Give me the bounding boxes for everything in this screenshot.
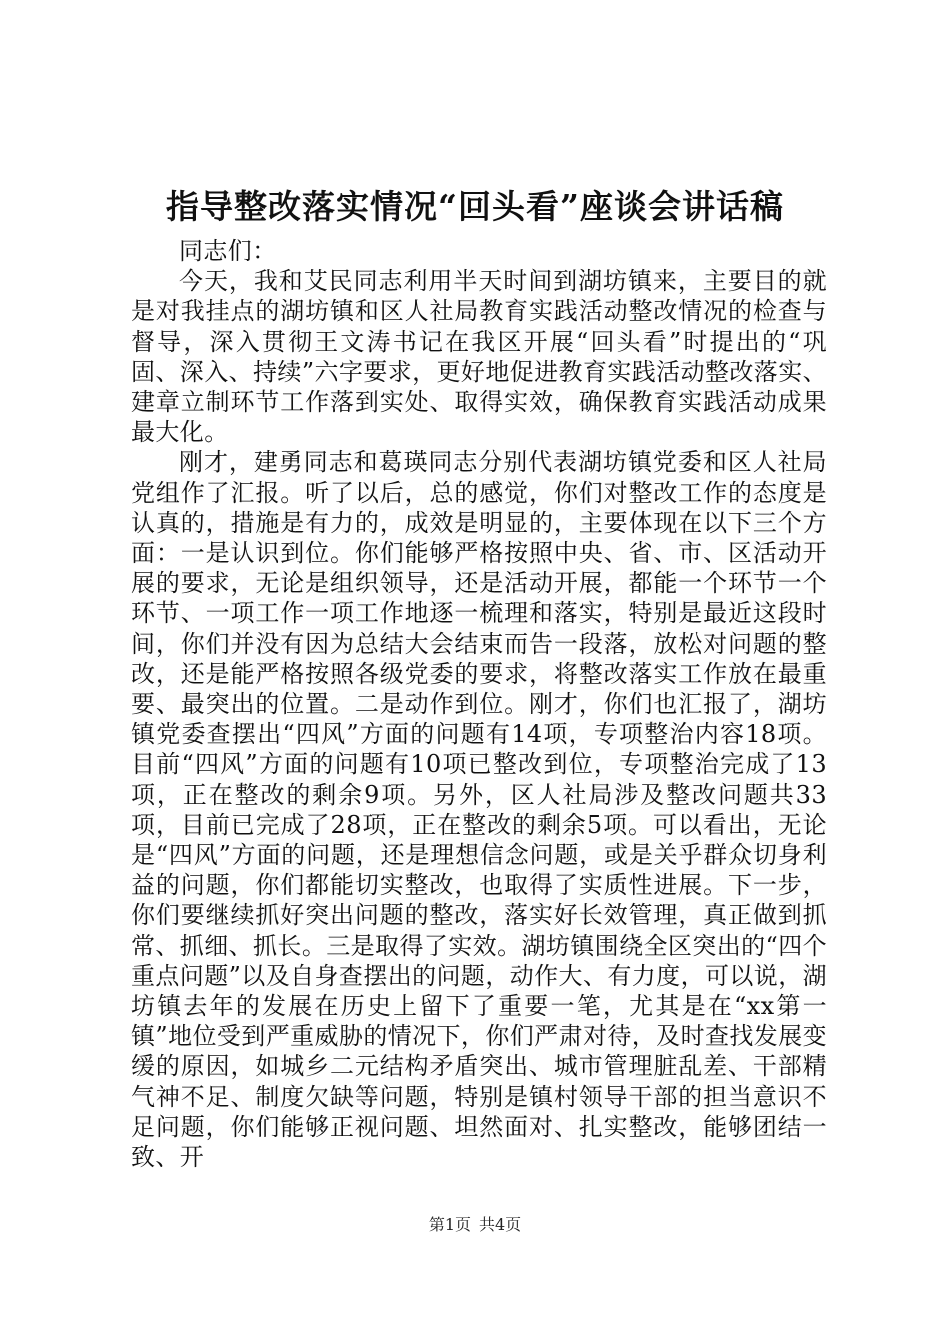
page-total: 共4页 <box>479 1215 522 1234</box>
paragraph-assessment: 刚才，建勇同志和葛瑛同志分别代表湖坊镇党委和区人社局党组作了汇报。听了以后，总的感觉，你们对整改工作的态度是认真的，措施是有力的，成效是明显的，主要体现在以下三个方面：一是认识到位。你们能够严格按照中央、省、市、区活动开展的要求，无论是组织领导，还是活动开展，都能一个环节一个环节、一项工作一项工作地逐一梳理和落实，特别是最近这段时间，你们并没有因为总结大会结束而告一段落，放松对问题的整改，还是能严格按照各级党委的要求，将整改落实工作放在最重要、最突出的位置。二是动作到位。刚才，你们也汇报了，湖坊镇党委查摆出“四风”方面的问题有14项，专项整治内容18项。目前“四风”方面的问题有10项已整改到位，专项整治完成了13项，正在整改的剩余9项。另外，区人社局涉及整改问题共33项，目前已完成了28项，正在整改的剩余5项。可以看出，无论是“四风”方面的问题，还是理想信念问题，或是关乎群众切身利益的问题，你们都能切实整改，也取得了实质性进展。下一步，你们要继续抓好突出问题的整改，落实好长效管理，真正做到抓常、抓细、抓长。三是取得了实效。湖坊镇围绕全区突出的“四个重点问题”以及自身查摆出的问题，动作大、有力度，可以说，湖坊镇去年的发展在历史上留下了重要一笔，尤其是在“xx第一镇”地位受到严重威胁的情况下，你们严肃对待，及时查找发展变缓的原因，如城乡二元结构矛盾突出、城市管理脏乱差、干部精气神不足、制度欠缺等问题，特别是镇村领导干部的担当意识不足问题，你们能够正视问题、坦然面对、扎实整改，能够团结一致、开 <box>131 448 827 1172</box>
document-body <box>131 236 827 1172</box>
page-footer <box>0 1214 950 1236</box>
salutation: 同志们： <box>179 237 277 265</box>
document-title: 指导整改落实情况“回头看”座谈会讲话稿 <box>166 187 784 226</box>
paragraph-intro: 今天，我和艾民同志利用半天时间到湖坊镇来，主要目的就是对我挂点的湖坊镇和区人社局教育实践活动整改情况的检查与督导，深入贯彻王文涛书记在我区开展“回头看”时提出的“巩固、深入、持续”六字要求，更好地促进教育实践活动整改落实、建章立制环节工作落到实处、取得实效，确保教育实践活动成果最大化。 <box>131 267 827 447</box>
page-number: 第1页 <box>428 1215 471 1234</box>
